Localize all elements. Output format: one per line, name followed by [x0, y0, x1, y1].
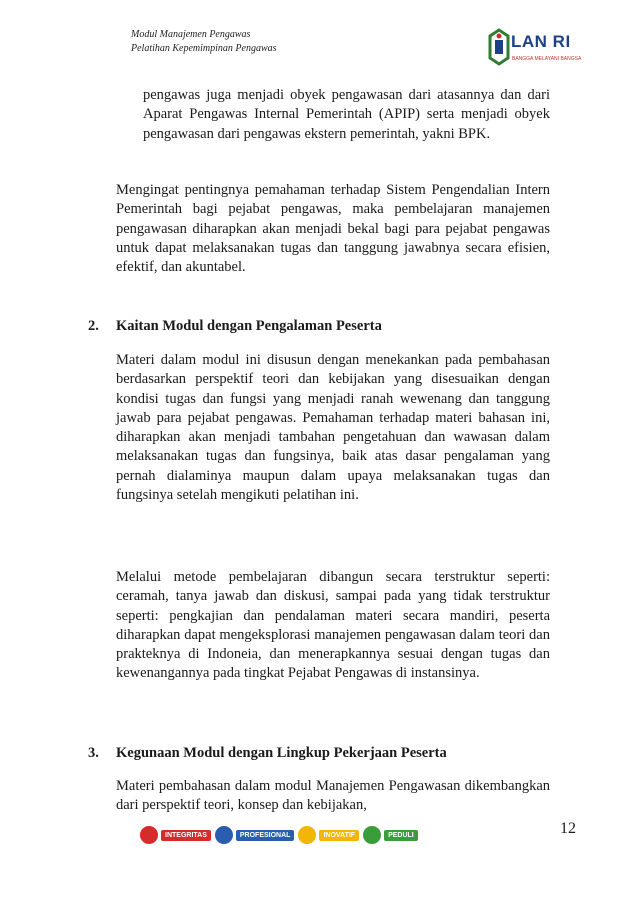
- value-label: INOVATIF: [319, 830, 359, 841]
- value-label: PROFESIONAL: [236, 830, 295, 841]
- value-profesional: [215, 826, 295, 844]
- lightbulb-icon: [298, 826, 316, 844]
- core-values-banner: [140, 824, 414, 846]
- running-header: [131, 28, 277, 56]
- value-inovatif: [298, 826, 359, 844]
- section-2-title: Kaitan Modul dengan Pengalaman Peserta: [116, 318, 382, 334]
- header-module-title: Modul Manajemen Pengawas: [131, 29, 251, 40]
- paragraph-learning-method: Melalui metode pembelajaran dibangun secara terstruktur seperti: ceramah, tanya jawab dan diskusi, sampai pada yang tidak terstruktur seperti: pengkajian dan pendalaman materi secara mandiri, peserta diharapkan dapat mengeksplorasi manajemen pengawasan dalam teori dan prakteknya di Indoneia, dan menerapkannya sesuai dengan tugas dan kewenangannya pada tingkat Pejabat Pengawas di instansinya.: [116, 569, 550, 682]
- lan-ri-logo: [486, 26, 582, 70]
- logo-tagline: BANGGA MELAYANI BANGSA: [512, 56, 582, 62]
- section-3-heading: [88, 745, 447, 762]
- peduli-icon: [363, 826, 381, 844]
- value-integritas: [140, 826, 211, 844]
- value-peduli: [363, 826, 418, 844]
- value-label: PEDULI: [384, 830, 418, 841]
- header-course-title: Pelatihan Kepemimpinan Pengawas: [131, 43, 277, 54]
- value-label: INTEGRITAS: [161, 830, 211, 841]
- profesional-icon: [215, 826, 233, 844]
- logo-wordmark: LAN RI: [511, 32, 571, 51]
- section-3-number: 3.: [88, 745, 99, 761]
- section-2-heading: [88, 318, 382, 335]
- section-2-number: 2.: [88, 318, 99, 334]
- paragraph-importance: Mengingat pentingnya pemahaman terhadap Sistem Pengendalian Intern Pemerintah bagi pejabat pengawas, maka pembelajaran manajemen pengawasan diharapkan akan menjadi bekal bagi para pejabat pengawas untuk dapat melaksanakan tugas dan tanggung jawabnya secara efisien, efektif, dan akuntabel.: [116, 182, 550, 276]
- paragraph-usefulness: Materi pembahasan dalam modul Manajemen Pengawasan dikembangkan dari perspektif teori, konsep dan kebijakan,: [116, 778, 550, 814]
- lan-ri-emblem-icon: [486, 28, 512, 66]
- section-3-title: Kegunaan Modul dengan Lingkup Pekerjaan Peserta: [116, 745, 447, 761]
- page-number: 12: [560, 820, 576, 837]
- integritas-icon: [140, 826, 158, 844]
- paragraph-continuation: pengawas juga menjadi obyek pengawasan dari atasannya dan dari Aparat Pengawas Internal Pemerintah (APIP) serta menjadi obyek pengawasan dari pengawas ekstern pemerintah, yakni BPK.: [143, 87, 550, 142]
- paragraph-module-material: Materi dalam modul ini disusun dengan menekankan pada pembahasan berdasarkan perspektif teori dan kebijakan yang disesuaikan dengan kondisi tugas dan fungsi yang menjadi ranah wewenang dan tanggung jawab para pejabat pengawas. Pemahaman terhadap materi bahasan ini, diharapkan akan menjadi tambahan pengetahuan dan wawasan dalam melaksanakan tugas dan fungsinya, baik atas dasar pengalaman yang pernah dialaminya maupun dalam upaya melaksanakan tugas dan fungsinya setelah mengikuti pelatihan ini.: [116, 352, 550, 504]
